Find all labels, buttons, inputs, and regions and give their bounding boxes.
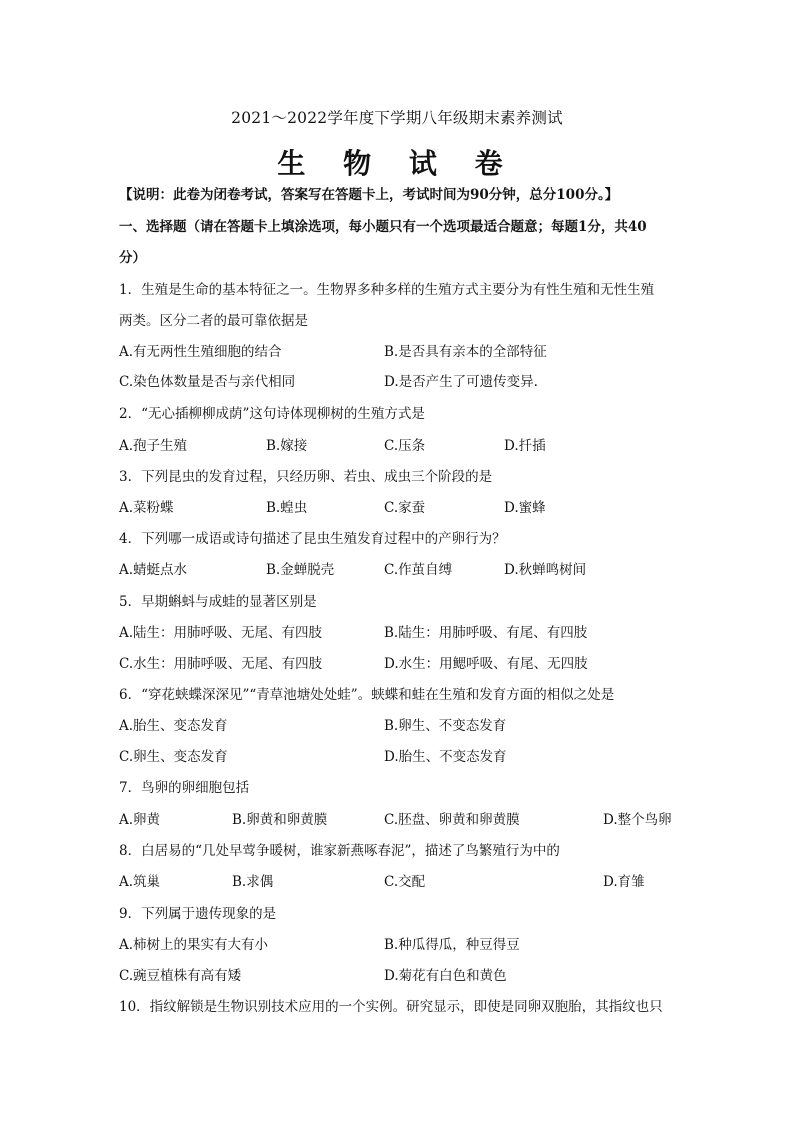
q8-option-b: B.求偶 <box>232 874 274 890</box>
q8-stem: 8．白居易的“几处早莺争暖树，谁家新燕啄春泥”，描述了鸟繁殖行为中的 <box>119 843 560 859</box>
q4-option-c: C.作茧自缚 <box>384 562 453 578</box>
q1-stem-line1: 1．生殖是生命的基本特征之一。生物界多种多样的生殖方式主要分为有性生殖和无性生殖 <box>119 282 655 298</box>
q4-option-a: A.蜻蜓点水 <box>119 562 188 578</box>
q9-option-a: A.柿树上的果实有大有小 <box>119 937 269 953</box>
q5-option-b: B.陆生：用肺呼吸、有尾、有四肢 <box>384 625 588 641</box>
q9-option-c: C.豌豆植株有高有矮 <box>119 968 242 984</box>
q3-option-d: D.蜜蜂 <box>504 500 546 516</box>
q4-stem: 4．下列哪一成语或诗句描述了昆虫生殖发育过程中的产卵行为？ <box>119 531 506 547</box>
q9-stem: 9．下列属于遗传现象的是 <box>119 906 277 922</box>
q7-option-d: D.整个鸟卵 <box>603 812 672 828</box>
q2-option-b: B.嫁接 <box>266 438 308 454</box>
q5-stem: 5．早期蝌蚪与成蛙的显著区别是 <box>119 594 317 610</box>
exam-title: 生 物 试 卷 <box>277 147 517 180</box>
q6-option-b: B.卵生、不变态发育 <box>384 718 507 734</box>
q8-option-c: C.交配 <box>384 874 426 890</box>
q7-option-b: B.卵黄和卵黄膜 <box>232 812 328 828</box>
section-heading-line1: 一、选择题（请在答题卡上填涂选项，每小题只有一个选项最适合题意；每题1分，共40 <box>119 219 647 235</box>
q8-option-d: D.育雏 <box>603 874 645 890</box>
q5-option-d: D.水生：用鳃呼吸、有尾、无四肢 <box>384 656 588 672</box>
q4-option-d: D.秋蝉鸣树间 <box>504 562 587 578</box>
q6-stem: 6．“穿花蛱蝶深深见”“青草池塘处处蛙”。蛱蝶和蛙在生殖和发育方面的相似之处是 <box>119 687 615 703</box>
q2-stem: 2．“无心插柳柳成荫”这句诗体现柳树的生殖方式是 <box>119 406 425 422</box>
q1-option-d: D.是否产生了可遗传变异. <box>384 374 538 390</box>
exam-subtitle: 2021～2022学年度下学期八年级期末素养测试 <box>231 109 563 127</box>
instructions: 【说明：此卷为闭卷考试，答案写在答题卡上，考试时间为90分钟，总分100分。】 <box>119 187 619 203</box>
q1-option-a: A.有无两性生殖细胞的结合 <box>119 344 282 360</box>
q3-stem: 3．下列昆虫的发育过程，只经历卵、若虫、成虫三个阶段的是 <box>119 469 493 485</box>
q6-option-c: C.卵生、变态发育 <box>119 749 228 765</box>
q8-option-a: A.筑巢 <box>119 874 161 890</box>
q1-option-c: C.染色体数量是否与亲代相同 <box>119 374 296 390</box>
q3-option-a: A.菜粉蝶 <box>119 500 174 516</box>
q10-stem: 10．指纹解锁是生物识别技术应用的一个实例。研究显示，即使是同卵双胞胎，其指纹也只 <box>119 999 663 1015</box>
q4-option-b: B.金蝉脱壳 <box>266 562 335 578</box>
q5-option-a: A.陆生：用肺呼吸、无尾、有四肢 <box>119 625 323 641</box>
q7-option-c: C.胚盘、卵黄和卵黄膜 <box>384 812 520 828</box>
q9-option-d: D.菊花有白色和黄色 <box>384 968 507 984</box>
q6-option-d: D.胎生、不变态发育 <box>384 749 507 765</box>
q2-option-c: C.压条 <box>384 438 426 454</box>
section-heading-line2: 分） <box>119 250 146 266</box>
q3-option-b: B.蝗虫 <box>266 500 308 516</box>
q9-option-b: B.种瓜得瓜，种豆得豆 <box>384 937 520 953</box>
q1-option-b: B.是否具有亲本的全部特征 <box>384 344 547 360</box>
q2-option-d: D.扦插 <box>504 438 546 454</box>
q7-option-a: A.卵黄 <box>119 812 161 828</box>
q2-option-a: A.孢子生殖 <box>119 438 188 454</box>
q1-stem-line2: 两类。区分二者的最可靠依据是 <box>119 313 308 329</box>
q7-stem: 7．鸟卵的卵细胞包括 <box>119 780 250 796</box>
q6-option-a: A.胎生、变态发育 <box>119 718 228 734</box>
q3-option-c: C.家蚕 <box>384 500 426 516</box>
q5-option-c: C.水生：用肺呼吸、无尾、有四肢 <box>119 656 323 672</box>
